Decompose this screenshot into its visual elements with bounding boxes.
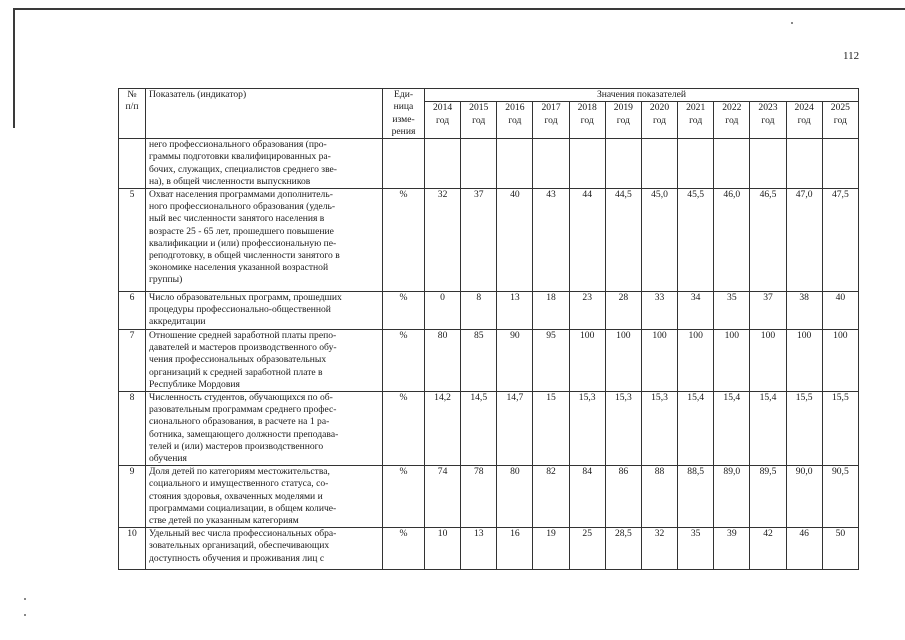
row-unit: % <box>383 392 425 466</box>
row-indicator-cell <box>146 392 383 466</box>
header-indicator-cell <box>146 89 383 139</box>
row-value <box>569 139 605 189</box>
page-number: 112 <box>843 50 860 62</box>
scan-speck <box>791 22 793 24</box>
row-value: 74 <box>425 466 461 528</box>
row-value: 46 <box>786 528 822 570</box>
row-value: 46,0 <box>714 189 750 292</box>
row-indicator: Доля детей по категориям местожительства, социального и имущественного статуса, со- стояния здоровья, охваченных моделями и программами социализации, в общем количе- стве детей по указанным категориям <box>149 466 337 527</box>
row-indicator: него профессионального образования (про- граммы подготовки квалифицированных ра- бочих, служащих, специалистов среднего зве- на), в общей численности выпускников <box>149 139 338 187</box>
row-value <box>497 139 533 189</box>
row-value: 13 <box>497 292 533 330</box>
row-value: 8 <box>461 292 497 330</box>
row-value: 15,3 <box>641 392 677 466</box>
header-year-cell <box>822 102 858 139</box>
table-row <box>119 139 859 189</box>
row-value: 100 <box>714 330 750 392</box>
header-year-cell <box>641 102 677 139</box>
row-value: 32 <box>641 528 677 570</box>
row-value: 90 <box>497 330 533 392</box>
row-value: 44 <box>569 189 605 292</box>
header-year-cell <box>569 102 605 139</box>
row-value: 45,0 <box>641 189 677 292</box>
row-value: 16 <box>497 528 533 570</box>
row-indicator-cell <box>146 528 383 570</box>
row-unit: % <box>383 292 425 330</box>
row-indicator-cell <box>146 330 383 392</box>
row-value: 88,5 <box>678 466 714 528</box>
row-value: 15,4 <box>714 392 750 466</box>
header-row <box>119 89 859 102</box>
row-value: 40 <box>497 189 533 292</box>
row-value: 0 <box>425 292 461 330</box>
row-value: 88 <box>641 466 677 528</box>
row-indicator: Отношение средней заработной платы препо- давателей и мастеров производственного обу- чения профессиональных образовательных организаций к средней заработной плате в Республике Мордовия <box>149 330 337 390</box>
row-unit: % <box>383 330 425 392</box>
row-indicator-cell <box>146 139 383 189</box>
row-value: 28 <box>605 292 641 330</box>
header-year: 2019 год <box>613 102 633 126</box>
row-num: 9 <box>119 466 146 528</box>
header-year-cell <box>605 102 641 139</box>
row-value: 100 <box>605 330 641 392</box>
row-value: 15,4 <box>750 392 786 466</box>
row-num: 7 <box>119 330 146 392</box>
scan-speck <box>24 614 26 616</box>
row-value: 100 <box>678 330 714 392</box>
row-value: 42 <box>750 528 786 570</box>
header-year: 2024 год <box>794 102 814 126</box>
header-unit-cell <box>383 89 425 139</box>
row-value: 15 <box>533 392 569 466</box>
header-year-cell <box>461 102 497 139</box>
row-value: 100 <box>569 330 605 392</box>
row-value: 80 <box>425 330 461 392</box>
header-num: № п/п <box>125 89 139 113</box>
row-value: 43 <box>533 189 569 292</box>
row-indicator: Удельный вес числа профессиональных обра- зовательных организаций, обеспечивающих доступность обучения и проживания лиц с <box>149 528 337 564</box>
header-year-cell <box>678 102 714 139</box>
header-year: 2016 год <box>505 102 525 126</box>
row-unit: % <box>383 466 425 528</box>
header-year: 2022 год <box>722 102 742 126</box>
row-indicator: Число образовательных программ, прошедших процедуры профессионально-общественной аккредитации <box>149 292 342 328</box>
header-indicator: Показатель (индикатор) <box>149 89 247 100</box>
row-value: 34 <box>678 292 714 330</box>
row-value: 100 <box>750 330 786 392</box>
scan-border-top <box>15 8 905 10</box>
table-row <box>119 189 859 292</box>
header-year: 2023 год <box>758 102 778 126</box>
row-value <box>605 139 641 189</box>
row-value: 90,0 <box>786 466 822 528</box>
header-year-cell <box>497 102 533 139</box>
table-row <box>119 392 859 466</box>
row-indicator: Численность студентов, обучающихся по об- разовательным программам среднего профес- сионального образования, в расчете на 1 ра- ботника, замещающего должности преподава- телей и (или) мастеров производственного обучения <box>149 392 339 465</box>
table-row <box>119 292 859 330</box>
scan-speck <box>24 598 26 600</box>
row-num: 8 <box>119 392 146 466</box>
header-year: 2017 год <box>541 102 561 126</box>
row-unit: % <box>383 189 425 292</box>
row-value: 82 <box>533 466 569 528</box>
row-value: 28,5 <box>605 528 641 570</box>
header-year-cell <box>750 102 786 139</box>
row-value: 85 <box>461 330 497 392</box>
header-year-cell <box>425 102 461 139</box>
row-value: 78 <box>461 466 497 528</box>
row-value: 33 <box>641 292 677 330</box>
row-value <box>750 139 786 189</box>
header-unit: Еди- ница изме- рения <box>391 89 416 137</box>
row-value <box>641 139 677 189</box>
row-value: 25 <box>569 528 605 570</box>
row-value: 86 <box>605 466 641 528</box>
header-year-cell <box>714 102 750 139</box>
row-value: 38 <box>786 292 822 330</box>
row-value: 15,3 <box>605 392 641 466</box>
row-value: 90,5 <box>822 466 858 528</box>
row-value <box>678 139 714 189</box>
row-value: 46,5 <box>750 189 786 292</box>
row-value: 100 <box>822 330 858 392</box>
row-value: 40 <box>822 292 858 330</box>
scan-border-left <box>13 8 15 128</box>
header-year: 2020 год <box>649 102 670 126</box>
header-year-cell <box>786 102 822 139</box>
indicators-table <box>118 88 859 570</box>
row-value <box>461 139 497 189</box>
row-value: 47,0 <box>786 189 822 292</box>
row-value: 15,4 <box>678 392 714 466</box>
header-year-cell <box>533 102 569 139</box>
row-value: 35 <box>678 528 714 570</box>
row-value: 15,3 <box>569 392 605 466</box>
row-value: 19 <box>533 528 569 570</box>
row-value: 89,5 <box>750 466 786 528</box>
row-value: 100 <box>786 330 822 392</box>
row-value: 37 <box>461 189 497 292</box>
header-year: 2021 год <box>686 102 706 126</box>
row-value: 23 <box>569 292 605 330</box>
row-value: 44,5 <box>605 189 641 292</box>
row-value <box>714 139 750 189</box>
row-value: 35 <box>714 292 750 330</box>
row-value: 14,7 <box>497 392 533 466</box>
row-indicator-cell <box>146 466 383 528</box>
header-num-cell <box>119 89 146 139</box>
row-value: 84 <box>569 466 605 528</box>
row-value: 50 <box>822 528 858 570</box>
table-row <box>119 466 859 528</box>
row-value <box>822 139 858 189</box>
row-value: 15,5 <box>786 392 822 466</box>
row-value: 13 <box>461 528 497 570</box>
row-value: 32 <box>425 189 461 292</box>
row-value: 100 <box>641 330 677 392</box>
row-value: 95 <box>533 330 569 392</box>
row-value <box>786 139 822 189</box>
table-row <box>119 330 859 392</box>
row-num: 6 <box>119 292 146 330</box>
row-indicator-cell <box>146 189 383 292</box>
table-row <box>119 528 859 570</box>
row-value: 18 <box>533 292 569 330</box>
row-value: 14,2 <box>425 392 461 466</box>
row-num <box>119 139 146 189</box>
row-value: 14,5 <box>461 392 497 466</box>
row-value <box>425 139 461 189</box>
row-value: 47,5 <box>822 189 858 292</box>
row-value: 45,5 <box>678 189 714 292</box>
row-value: 15,5 <box>822 392 858 466</box>
row-value: 39 <box>714 528 750 570</box>
row-value: 10 <box>425 528 461 570</box>
row-value: 80 <box>497 466 533 528</box>
header-year: 2015 год <box>469 102 489 126</box>
row-num: 10 <box>119 528 146 570</box>
header-year: 2018 год <box>577 102 597 126</box>
row-value <box>533 139 569 189</box>
row-num: 5 <box>119 189 146 292</box>
header-year: 2014 год <box>432 102 453 126</box>
row-indicator-cell <box>146 292 383 330</box>
header-values-title: Значения показателей <box>425 89 859 102</box>
row-value: 37 <box>750 292 786 330</box>
row-unit <box>383 139 425 189</box>
header-year: 2025 год <box>830 102 850 126</box>
row-value: 89,0 <box>714 466 750 528</box>
row-unit: % <box>383 528 425 570</box>
row-indicator: Охват населения программами дополнитель- ного профессионального образования (удель- ный вес численности занятого населения в возрасте 25 - 65 лет, прошедшего повышение квалификации и (или) профессиональную пе- реподготовку, в общей численности занятого в экономике населения указанной возрастной группы) <box>149 189 340 286</box>
